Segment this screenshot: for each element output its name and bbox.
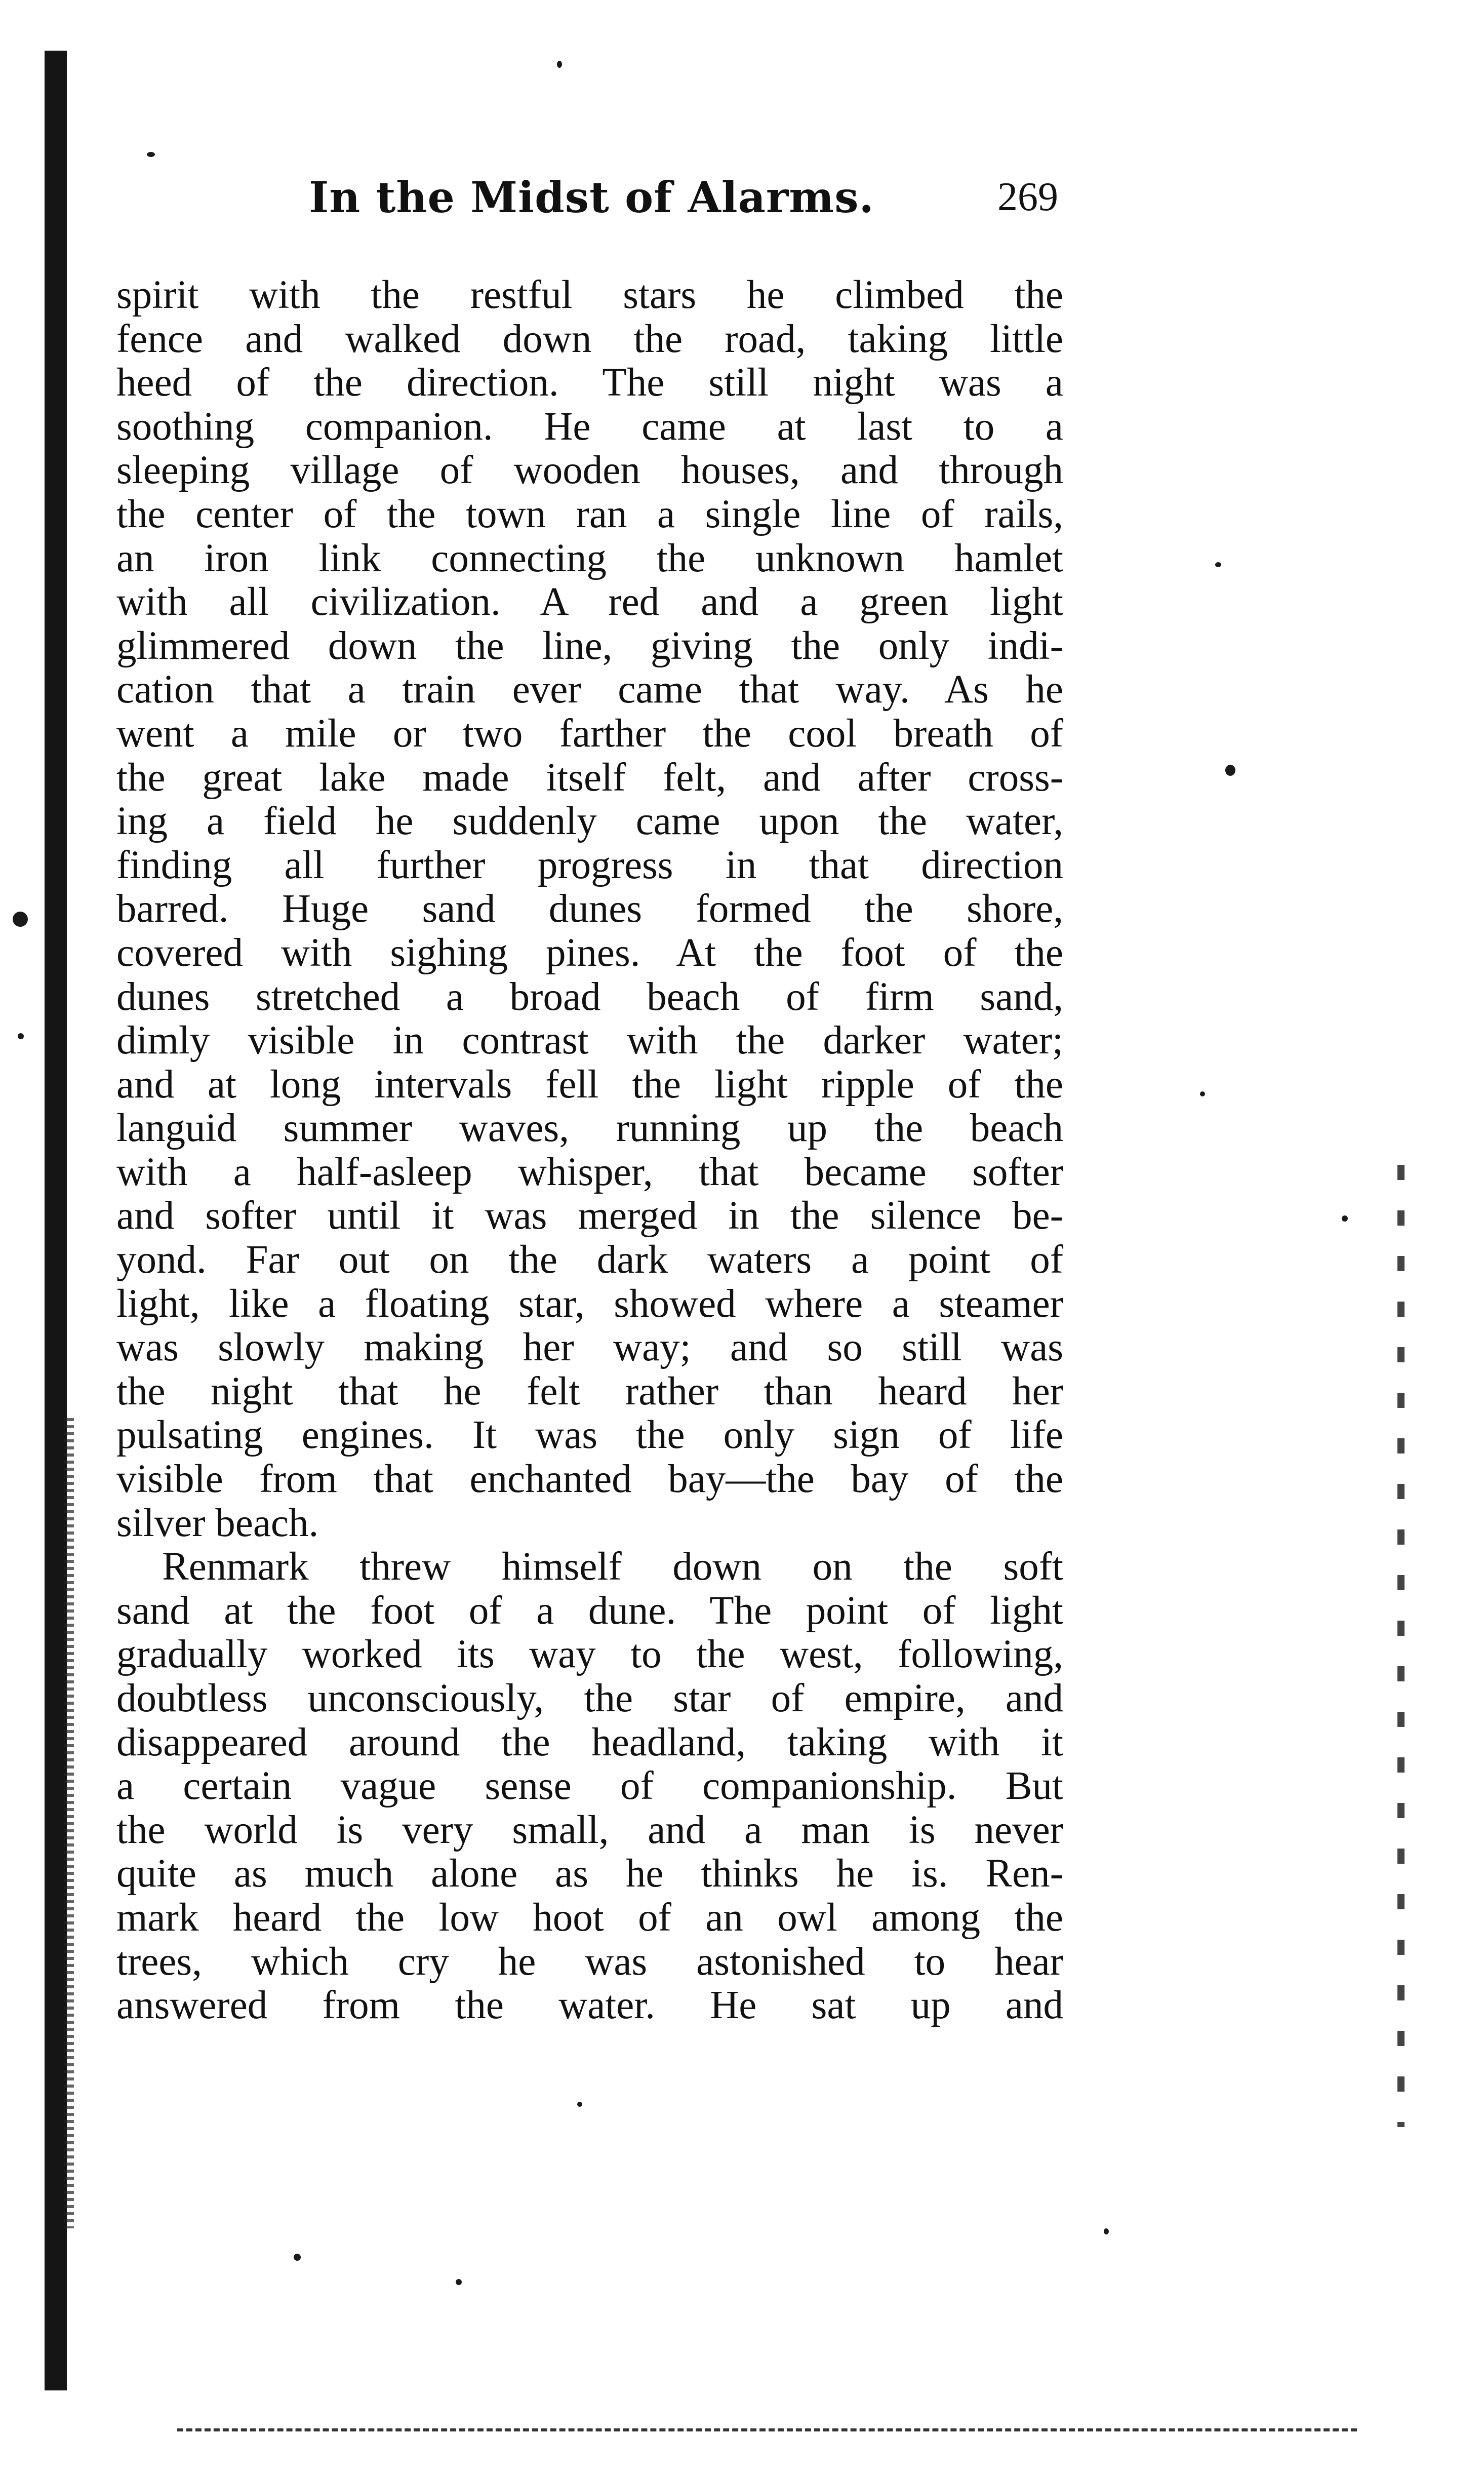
text-line: the great lake made itself felt, and after cross- (116, 755, 1063, 800)
text-line: the world is very small, and a man is never (116, 1808, 1063, 1852)
binding-edge-texture (64, 1418, 74, 2228)
text-line: finding all further progress in that direction (116, 843, 1063, 887)
text-line: dimly visible in contrast with the darker water; (116, 1018, 1063, 1063)
scan-speck (1342, 1215, 1348, 1222)
text-line: languid summer waves, running up the beach (116, 1106, 1063, 1151)
text-line: was slowly making her way; and so still was (116, 1325, 1063, 1370)
text-line: barred. Huge sand dunes formed the shore, (116, 887, 1063, 931)
text-line: glimmered down the line, giving the only indi- (116, 623, 1063, 668)
bottom-edge-scan-line (177, 2428, 1357, 2431)
scan-speck (13, 912, 28, 927)
scan-speck (18, 1033, 24, 1039)
text-line: and at long intervals fell the light ripple of the (116, 1062, 1063, 1107)
text-line: spirit with the restful stars he climbed the (116, 273, 1063, 317)
text-line: yond. Far out on the dark waters a point of (116, 1238, 1063, 1282)
scan-speck (557, 61, 562, 68)
text-line: heed of the direction. The still night was a (116, 361, 1063, 405)
body-text (116, 273, 1063, 2028)
right-edge-scan-marks (1397, 1165, 1405, 2127)
text-line: ing a field he suddenly came upon the water, (116, 799, 1063, 844)
text-line: sleeping village of wooden houses, and through (116, 448, 1063, 493)
text-line: light, like a floating star, showed where a steamer (116, 1281, 1063, 1326)
text-line: went a mile or two farther the cool breath of (116, 711, 1063, 756)
text-line: covered with sighing pines. At the foot of the (116, 930, 1063, 975)
text-line: gradually worked its way to the west, following, (116, 1632, 1063, 1677)
scan-speck (577, 2102, 582, 2107)
scan-speck (1225, 765, 1235, 776)
running-title: In the Midst of Alarms. (309, 172, 874, 222)
text-line: disappeared around the headland, taking with it (116, 1720, 1063, 1764)
scan-speck (1200, 1091, 1205, 1096)
page-number: 269 (997, 175, 1058, 219)
text-line: answered from the water. He sat up and (116, 1983, 1063, 2028)
text-line: the center of the town ran a single line of rails, (116, 492, 1063, 536)
text-line: an iron link connecting the unknown hamlet (116, 536, 1063, 580)
text-line: dunes stretched a broad beach of firm sand, (116, 974, 1063, 1019)
text-line: and softer until it was merged in the silence be- (116, 1194, 1063, 1238)
text-line: visible from that enchanted bay—the bay of the (116, 1457, 1063, 1502)
text-line-paragraph-end: silver beach. (116, 1501, 319, 1545)
text-line-paragraph-start: Renmark threw himself down on the soft (162, 1545, 1063, 1589)
text-line: with a half-asleep whisper, that became softer (116, 1150, 1063, 1194)
text-line: with all civilization. A red and a green light (116, 580, 1063, 624)
text-line: quite as much alone as he thinks he is. Ren- (116, 1852, 1063, 1896)
scan-speck (1215, 562, 1221, 567)
scan-speck (1104, 2228, 1109, 2234)
text-line: cation that a train ever came that way. As he (116, 667, 1063, 712)
text-line: a certain vague sense of companionship. But (116, 1764, 1063, 1809)
text-line: sand at the foot of a dune. The point of light (116, 1588, 1063, 1633)
scan-speck (294, 2254, 301, 2261)
text-line: soothing companion. He came at last to a (116, 404, 1063, 449)
scan-speck (147, 152, 155, 157)
text-line: mark heard the low hoot of an owl among the (116, 1895, 1063, 1940)
text-line: trees, which cry he was astonished to hear (116, 1939, 1063, 1984)
scan-speck (456, 2279, 462, 2285)
text-line: doubtless unconsciously, the star of empire, and (116, 1676, 1063, 1720)
page-header (116, 172, 1058, 238)
text-line: pulsating engines. It was the only sign of life (116, 1413, 1063, 1458)
text-line: the night that he felt rather than heard her (116, 1369, 1063, 1413)
text-line: fence and walked down the road, taking little (116, 317, 1063, 361)
